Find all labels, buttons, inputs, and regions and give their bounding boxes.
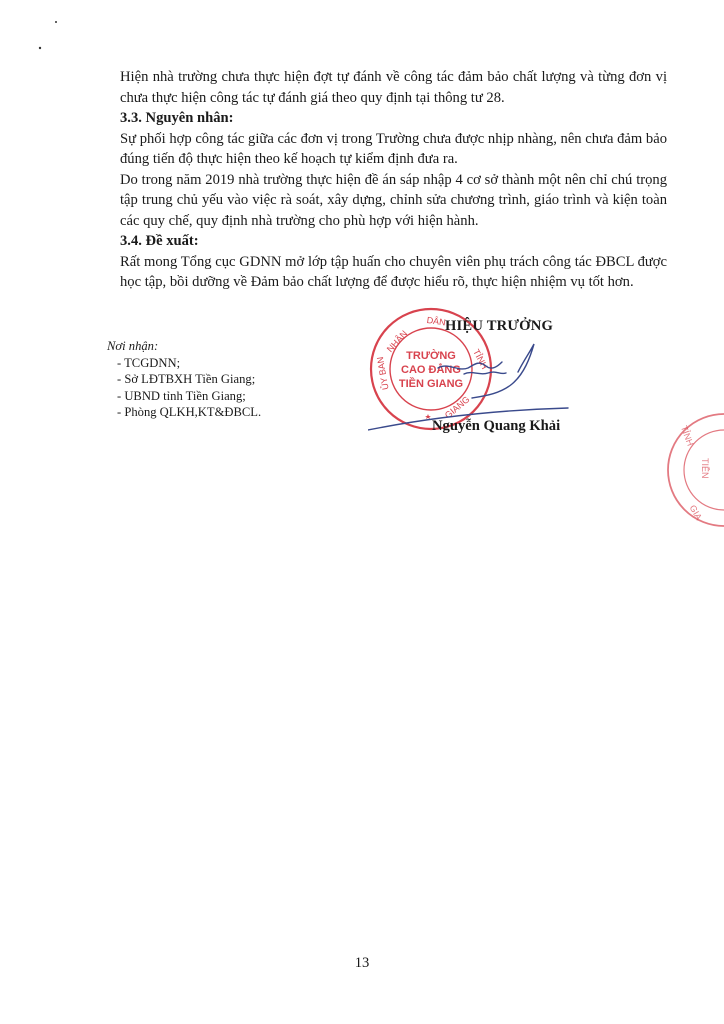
svg-text:CAO ĐẲNG: CAO ĐẲNG [401,364,461,376]
recipients-list [107,355,261,421]
svg-text:TỈNH: TỈNH [471,347,490,371]
recipient-item: - UBND tỉnh Tiền Giang; [117,388,246,403]
svg-text:TRƯỜNG: TRƯỜNG [406,350,456,362]
svg-text:GIANG: GIANG [442,394,472,421]
edge-seal [660,410,724,530]
recipients-block [107,338,261,421]
heading-cause: 3.3. Nguyên nhân: [120,110,234,126]
page-number: 13 [354,955,370,971]
paragraph-cause-1: Sự phối hợp công tác giữa các đơn vị trong Trường chưa được nhịp nhàng, nên chưa đảm bảo đúng tiến độ thực hiện theo kế hoạch tự kiểm định đưa ra. [120,130,667,167]
recipients-label: Nơi nhận: [107,339,159,353]
paragraph-proposal: Rất mong Tổng cục GDNN mở lớp tập huấn cho chuyên viên phụ trách công tác ĐBCL được học tập, bồi dưỡng về Đảm bảo chất lượng để được hiểu rõ, thực hiện nhiệm vụ tốt hơn. [120,253,667,290]
body-text [120,67,667,293]
recipient-item: - TCGDNN; [117,355,181,370]
paragraph-status: Hiện nhà trường chưa thực hiện đợt tự đánh về công tác đảm bảo chất lượng và từng đơn vị chưa thực hiện công tác tự đánh giá theo quy định tại thông tư 28. [120,69,667,106]
scan-specks [30,10,60,60]
paragraph-cause-2: Do trong năm 2019 nhà trường thực hiện đề án sáp nhập 4 cơ sở thành một nên chỉ chú trọng tập trung chủ yếu vào việc rà soát, xây dựng, chỉnh sửa chương trình, giáo trình và kiện toàn các quy chế, quy định nhà trường cho phù hợp với hiện hành. [120,171,667,229]
signer-name: Nguyễn Quang Khải [432,418,561,434]
svg-text:TIỀN GIANG: TIỀN GIANG [398,378,464,390]
recipient-item: - Sở LĐTBXH Tiền Giang; [117,372,256,386]
svg-text:TIỀN: TIỀN [700,458,710,479]
svg-text:ỦY BAN: ỦY BAN [374,356,391,391]
recipient-item: - Phòng QLKH,KT&ĐBCL. [117,405,262,419]
svg-text:GIA: GIA [687,503,704,522]
signer-title: HIỆU TRƯỞNG [445,318,554,334]
heading-proposal: 3.4. Đề xuất: [120,233,199,249]
svg-text:DÂN: DÂN [426,314,447,328]
svg-text:TỈNH: TỈNH [678,424,696,448]
svg-text:NHÂN: NHÂN [384,328,410,355]
